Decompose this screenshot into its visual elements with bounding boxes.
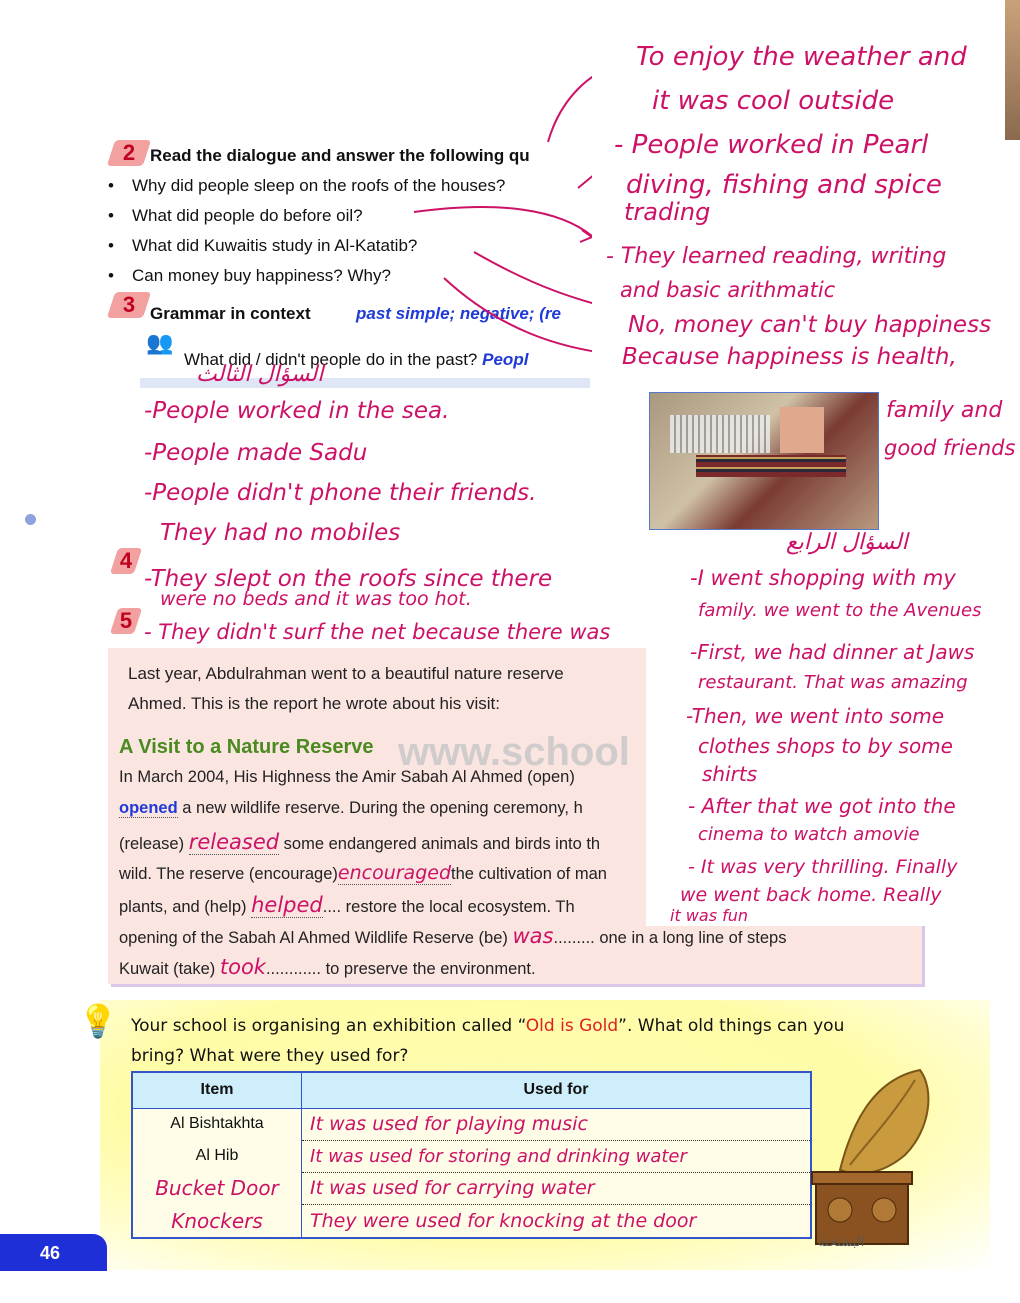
used-for-cell [302, 1204, 812, 1238]
answer-line: family and [886, 398, 1003, 423]
item-cell: Al Bishtakhta [132, 1108, 302, 1140]
answer-line: were no beds and it was too hot. [160, 588, 472, 610]
handwritten-answer: They were used for knocking at the door [310, 1209, 697, 1232]
reading-line [119, 893, 575, 917]
reading-line [119, 830, 600, 854]
gap-answer: released [188, 830, 280, 854]
question-text: What did Kuwaitis study in Al-Katatib? [132, 236, 418, 255]
answer-line: - It was very thrilling. Finally [688, 856, 958, 878]
answer-line: - They learned reading, writing [606, 244, 947, 269]
table-row [132, 1140, 811, 1172]
answer-line: cinema to watch amovie [698, 824, 920, 845]
question-1: • Why did people sleep on the roofs of the houses? [108, 176, 506, 195]
exercise-2-badge: 2 [107, 140, 151, 166]
answer-line: -People made Sadu [144, 440, 368, 466]
used-for-cell [302, 1172, 812, 1204]
answer-line: family. we went to the Avenues [698, 600, 982, 621]
question-2: • What did people do before oil? [108, 206, 363, 225]
answer-line: - People worked in Pearl [614, 130, 929, 160]
gramophone-caption: البشتختة [818, 1234, 865, 1249]
answer-line: -First, we had dinner at Jaws [690, 640, 975, 664]
handwritten-answer: It was used for storing and drinking water [310, 1145, 687, 1167]
lightbulb-icon: 💡 [78, 1003, 118, 1039]
reading-text: a new wildlife reserve. During the opening ceremony, h [182, 799, 583, 817]
handwritten-item: Bucket Door [155, 1176, 279, 1200]
reading-text: the cultivation of man [451, 865, 607, 883]
exercise-4-badge: 4 [110, 548, 142, 574]
question-text: What did people do before oil? [132, 206, 363, 225]
answer-line: -People worked in the sea. [144, 398, 450, 424]
question-4: • Can money buy happiness? Why? [108, 266, 391, 285]
table-row [132, 1108, 811, 1140]
answer-line: No, money can't buy happiness [628, 312, 992, 338]
reading-line [119, 924, 786, 948]
exercise-3-subtitle: past simple; negative; (re [356, 304, 562, 323]
reading-text: some endangered animals and birds into th [279, 835, 601, 853]
watermark: www.school [398, 730, 630, 774]
reading-text: Kuwait (take) [119, 960, 220, 978]
answer-line: diving, fishing and spice [626, 170, 942, 200]
item-cell [132, 1172, 302, 1204]
project-prompt [131, 1016, 844, 1036]
answer-line: To enjoy the weather and [636, 42, 967, 72]
arabic-heading-3: السؤال الثالث [196, 362, 324, 387]
exercise-5-badge: 5 [110, 608, 142, 634]
items-table [131, 1071, 812, 1239]
reading-line [119, 862, 607, 884]
loom-photo [649, 392, 879, 530]
answer-line: restaurant. That was amazing [698, 672, 968, 693]
prompt-text: What did / didn't people do in the past? [184, 350, 478, 369]
exercise-3-title: Grammar in context [150, 304, 311, 323]
example-answer: opened [119, 799, 178, 817]
used-for-cell [302, 1108, 812, 1140]
item-cell: Al Hib [132, 1140, 302, 1172]
answer-line: it was fun [670, 906, 749, 925]
reading-heading: A Visit to a Nature Reserve [119, 736, 374, 758]
people-icon: 👥 [146, 330, 174, 355]
gap-answer: took [219, 955, 266, 979]
prompt-text: ”. What old things can you [618, 1016, 845, 1036]
answer-line: They had no mobiles [160, 520, 401, 546]
answer-line: -People didn't phone their friends. [144, 480, 537, 506]
item-cell [132, 1204, 302, 1238]
intro-line-1: Last year, Abdulrahman went to a beautiful nature reserve [128, 664, 564, 683]
question-text: Can money buy happiness? Why? [132, 266, 391, 285]
answer-line: - They didn't surf the net because there was [144, 620, 611, 644]
table-row [132, 1172, 811, 1204]
gramophone-icon [810, 1060, 940, 1250]
used-for-cell [302, 1140, 812, 1172]
arabic-heading-4: السؤال الرابع [786, 530, 908, 555]
page-number: 46 [40, 1243, 61, 1263]
gap-answer: was [512, 924, 554, 948]
answer-line: we went back home. Really [680, 884, 942, 906]
reading-text: ......... one in a long line of steps [553, 929, 787, 947]
answer-line: Because happiness is health, [622, 344, 957, 370]
reading-text: plants, and (help) [119, 898, 252, 916]
reading-text: ............ to preserve the environment. [265, 960, 536, 978]
answer-line: -They slept on the roofs since there [144, 566, 553, 592]
answer-line: shirts [702, 762, 758, 786]
answer-line: clothes shops to by some [698, 734, 953, 758]
reading-text: opening of the Sabah Al Ahmed Wildlife Reserve (be) [119, 929, 513, 947]
reading-text: .... restore the local ecosystem. Th [322, 898, 575, 916]
margin-dot [25, 514, 36, 525]
answer-line: -Then, we went into some [686, 704, 945, 728]
reading-line: In March 2004, His Highness the Amir Sabah Al Ahmed (open) [119, 768, 575, 786]
gap-answer: helped [251, 893, 323, 917]
question-text: Why did people sleep on the roofs of the houses? [132, 176, 506, 195]
reading-line [119, 955, 536, 979]
answer-line: good friends [884, 436, 1016, 460]
handwritten-answer: It was used for carrying water [310, 1177, 595, 1199]
reading-text: wild. The reserve (encourage) [119, 865, 338, 883]
intro-line-2: Ahmed. This is the report he wrote about his visit: [128, 694, 500, 713]
prompt-continuation: Peopl [482, 350, 529, 369]
reading-text: (release) [119, 835, 189, 853]
reading-line [119, 799, 583, 818]
gap-answer: encouraged [337, 862, 451, 884]
answer-line: trading [624, 198, 711, 226]
column-header-item: Item [132, 1072, 302, 1108]
table-row [132, 1204, 811, 1238]
column-header-used-for: Used for [302, 1072, 812, 1108]
exercise-2-title: Read the dialogue and answer the following qu [150, 146, 530, 165]
answer-line: it was cool outside [652, 86, 895, 116]
handwritten-answer: It was used for playing music [310, 1113, 588, 1135]
handwritten-item: Knockers [171, 1208, 263, 1233]
answer-line: -I went shopping with my [690, 566, 956, 590]
exercise-3-badge: 3 [107, 292, 151, 318]
project-prompt-2: bring? What were they used for? [131, 1046, 409, 1066]
prompt-text: Your school is organising an exhibition called “ [131, 1016, 526, 1036]
exhibition-name: Old is Gold [525, 1016, 619, 1036]
answer-line: - After that we got into the [688, 794, 956, 818]
answer-line: and basic arithmatic [620, 278, 836, 302]
question-3: • What did Kuwaitis study in Al-Katatib? [108, 236, 418, 255]
